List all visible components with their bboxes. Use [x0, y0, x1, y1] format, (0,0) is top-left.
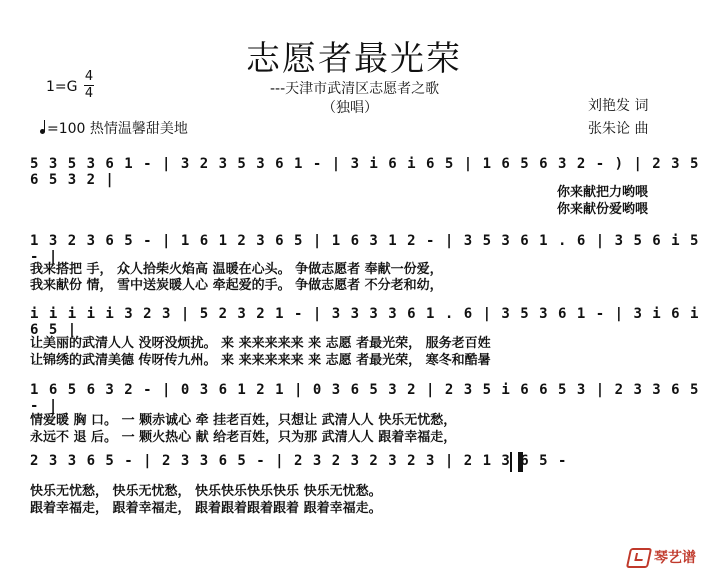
lyric-row1-verse1: 你来献把力哟喂: [557, 185, 649, 200]
lyric-row2-verse1: 我来搭把 手， 众人拾柴火焰高 温暖在心头。 争做志愿者 奉献一份爱，: [30, 262, 443, 277]
logo-text: 琴艺谱: [654, 550, 696, 566]
lyric-row3-verse1: 让美丽的武清人人 没呀没烦扰。 来 来来来来来 来 志愿 者最光荣， 服务老百姓: [30, 336, 491, 351]
lyric-row3-verse2: 让锦绣的武清美德 传呀传九州。 来 来来来来来 来 志愿 者最光荣， 寒冬和酷暑: [30, 353, 491, 368]
lyric-row1-verse2: 你来献份爱哟喂: [557, 202, 649, 217]
time-signature-top: 4: [84, 69, 94, 84]
time-signature-bottom: 4: [84, 86, 94, 101]
lyric-row5-verse1: 快乐无忧愁， 快乐无忧愁， 快乐快乐快乐快乐 快乐无忧愁。: [30, 484, 382, 499]
lyric-row5-verse2: 跟着幸福走， 跟着幸福走， 跟着跟着跟着跟着 跟着幸福走。: [30, 501, 382, 516]
score-row-5: 2 3 3 6 5 - | 2 3 3 6 5 - | 2 3 2 3 2 3 2 3 | 2 1 3 6 5 -: [30, 453, 568, 469]
score-row-3: i i i i i 3 2 3 | 5 2 3 2 1 - | 3 3 3 3 6 1 . 6 | 3 5 3 6 1 - | 3 i 6 i 6 5 |: [30, 306, 700, 338]
lyric-row2-verse2: 我来献份 情， 雪中送炭暖人心 牵起爱的手。 争做志愿者 不分老和幼，: [30, 278, 443, 293]
logo-icon: [626, 548, 652, 568]
quarter-note-icon: [40, 129, 45, 134]
score-row-1: 5 3 5 3 6 1 - | 3 2 3 5 3 6 1 - | 3 i 6 i 6 5 | 1 6 5 6 3 2 - ) | 2 3 5 6 5 3 2 |: [30, 156, 700, 188]
tempo-text: =100 热情温馨甜美地: [47, 121, 188, 137]
key-signature: 1=G: [46, 79, 78, 95]
tempo-marking: [40, 118, 188, 138]
score-row-2: 1 3 2 3 6 5 - | 1 6 1 2 3 6 5 | 1 6 3 1 2 - | 3 5 3 6 1 . 6 | 3 5 6 i 5 - |: [30, 233, 700, 265]
song-title: 志愿者最光荣: [246, 39, 462, 79]
performance-type: （独唱）: [322, 100, 378, 116]
site-logo: [628, 547, 696, 568]
lyric-row4-verse2: 永远不 退 后。 一 颗火热心 献 给老百姓，只为那 武清人人 跟着幸福走，: [30, 430, 457, 445]
lyricist-credit: 刘艳发 词: [588, 98, 649, 114]
composer-credit: 张朱论 曲: [588, 121, 649, 137]
song-subtitle: ---天津市武清区志愿者之歌: [270, 81, 440, 97]
lyric-row4-verse1: 情爱暖 胸 口。 一 颗赤诚心 牵 挂老百姓，只想让 武清人人 快乐无忧愁，: [30, 413, 457, 428]
final-barline: [510, 452, 523, 472]
score-row-4: 1 6 5 6 3 2 - | 0 3 6 1 2 1 | 0 3 6 5 3 2 | 2 3 5 i 6 6 5 3 | 2 3 3 6 5 - |: [30, 382, 700, 414]
time-signature: [84, 70, 94, 101]
